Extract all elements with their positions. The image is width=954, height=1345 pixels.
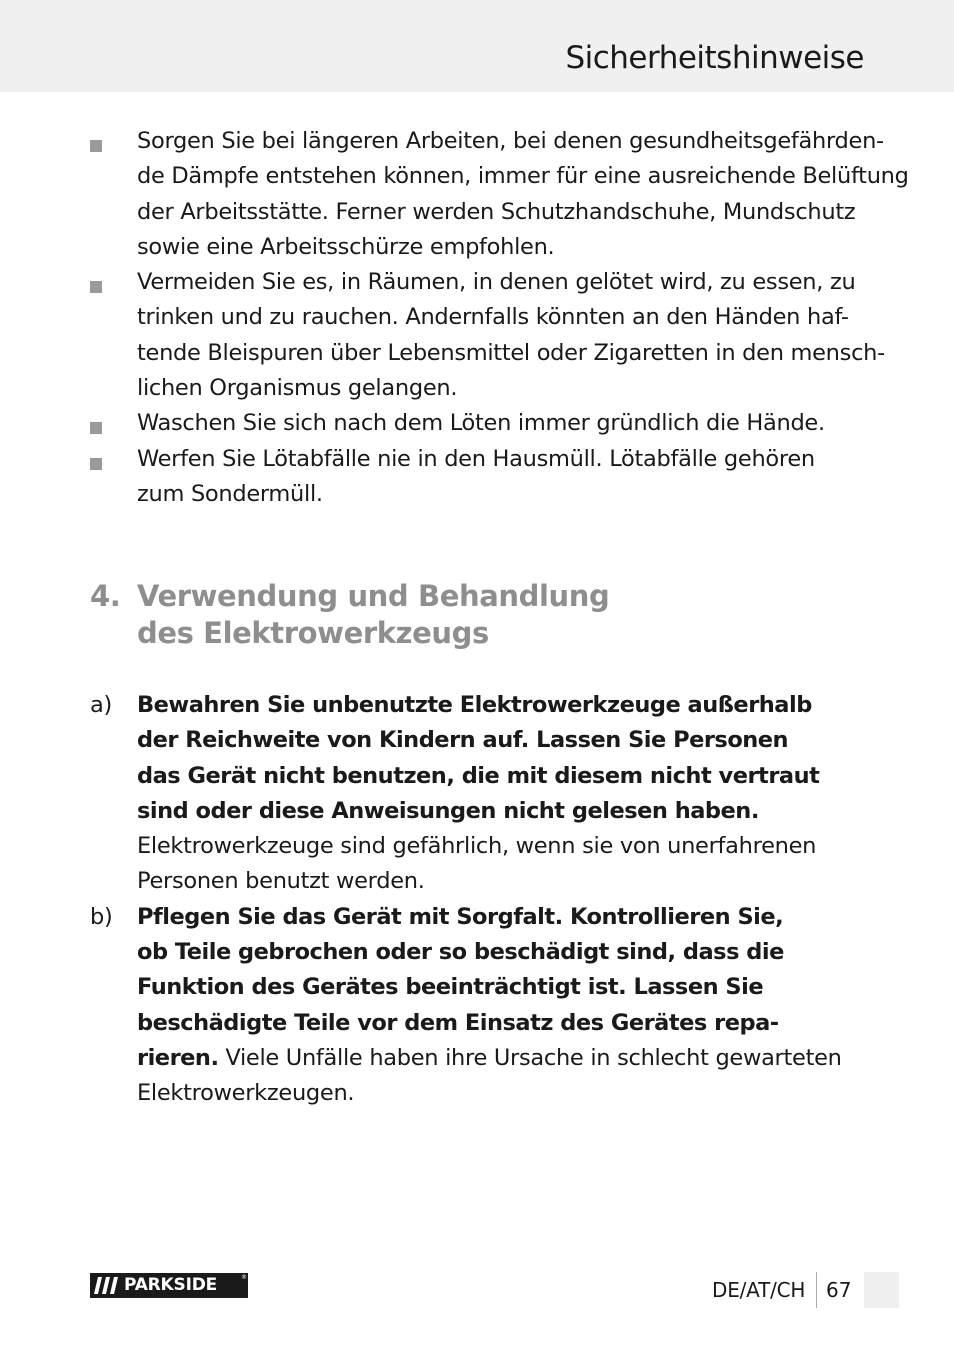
bold-text-fragment: rieren. — [137, 1044, 219, 1071]
bold-text-line: Bewahren Sie unbenutzte Elektrowerkzeuge außerhalb — [137, 692, 812, 718]
text-line: Waschen Sie sich nach dem Löten immer gründlich die Hände. — [137, 410, 825, 437]
text-line: Vermeiden Sie es, in Räumen, in denen gelötet wird, zu essen, zu — [137, 269, 856, 296]
list-item — [0, 265, 885, 406]
page-header-title: Sicherheitshinweise — [565, 40, 864, 76]
item-letter: b) — [90, 903, 113, 930]
bold-text-line: beschädigte Teile vor dem Einsatz des Gerätes repa- — [137, 1009, 779, 1036]
list-item — [0, 406, 872, 441]
text-line: de Dämpfe entstehen können, immer für eine ausreichende Belüftung — [137, 163, 909, 190]
instruction-list — [0, 688, 954, 1112]
mixed-text-line — [137, 1041, 872, 1076]
text-line: Personen benutzt werden. — [137, 868, 425, 895]
bold-text-line: Pflegen Sie das Gerät mit Sorgfalt. Kontrollieren Sie, — [137, 903, 784, 930]
section-title — [137, 578, 609, 651]
text-line: Werfen Sie Lötabfälle nie in den Hausmüll. Lötabfälle gehören — [137, 445, 815, 472]
section-title-line: Verwendung und Behandlung — [137, 579, 610, 613]
square-bullet-icon — [90, 458, 102, 470]
safety-bullet-list — [0, 124, 954, 512]
text-line: zum Sondermüll. — [137, 480, 323, 507]
section-number: 4. — [90, 579, 121, 613]
text-fragment: Viele Unfälle haben ihre Ursache in schlecht gewarteten — [218, 1044, 842, 1071]
logo-wordmark: PARKSIDE — [124, 1275, 218, 1295]
text-line: Elektrowerkzeuge sind gefährlich, wenn sie von unerfahrenen — [137, 833, 817, 860]
text-line: trinken und zu rauchen. Andernfalls könnten an den Händen haf- — [137, 304, 849, 331]
logo-stripes-icon — [94, 1277, 120, 1294]
footer-region: DE/AT/CH — [712, 1278, 806, 1302]
footer-divider — [816, 1272, 817, 1308]
bold-text-line: ob Teile gebrochen oder so beschädigt sind, dass die — [137, 939, 784, 966]
footer-box — [864, 1272, 899, 1308]
instruction-item — [0, 688, 872, 900]
registered-mark: ® — [241, 1274, 247, 1281]
square-bullet-icon — [90, 422, 102, 434]
text-line: lichen Organismus gelangen. — [137, 375, 458, 402]
list-item — [0, 124, 909, 265]
square-bullet-icon — [90, 140, 102, 152]
text-line: der Arbeitsstätte. Ferner werden Schutzhandschuhe, Mundschutz — [137, 198, 856, 225]
bold-text-line: sind oder diese Anweisungen nicht gelesen haben. — [137, 797, 759, 824]
section-title-line: des Elektrowerkzeugs — [137, 615, 489, 650]
bold-text-line: das Gerät nicht benutzen, die mit diesem nicht vertraut — [137, 762, 820, 789]
item-letter: a) — [90, 692, 112, 718]
text-line: tende Bleispuren über Lebensmittel oder Zigaretten in den mensch- — [137, 339, 885, 366]
text-line: sowie eine Arbeitsschürze empfohlen. — [137, 233, 555, 260]
instruction-item — [0, 900, 872, 1112]
list-item — [0, 442, 872, 513]
text-line: Sorgen Sie bei längeren Arbeiten, bei denen gesundheitsgefährden- — [137, 128, 884, 154]
text-line: Elektrowerkzeugen. — [137, 1080, 355, 1107]
square-bullet-icon — [90, 281, 102, 293]
bold-text-line: der Reichweite von Kindern auf. Lassen Sie Personen — [137, 727, 789, 754]
page-number: 67 — [826, 1278, 852, 1302]
parkside-logo — [90, 1273, 248, 1298]
bold-text-line: Funktion des Gerätes beeinträchtigt ist. Lassen Sie — [137, 974, 764, 1001]
